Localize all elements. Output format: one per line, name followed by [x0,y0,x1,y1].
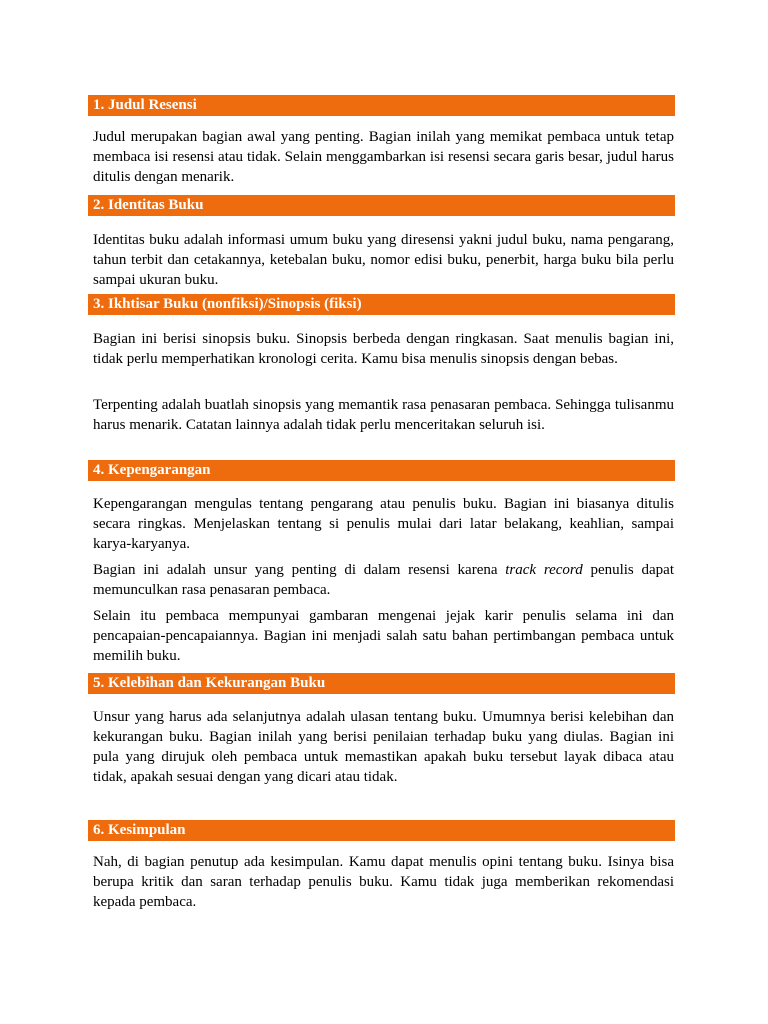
paragraph-kepengarangan-1: Kepengarangan mengulas tentang pengarang atau penulis buku. Bagian ini biasanya ditulis secara ringkas. Menjelaskan tentang si penulis mulai dari latar belakang, keahlian, sampai karya-karyanya. [93,496,674,552]
section-heading-kelebihan-kekurangan: 5. Kelebihan dan Kekurangan Buku [88,673,675,694]
paragraph-identitas-buku: Identitas buku adalah informasi umum buku yang diresensi yakni judul buku, nama pengarang, tahun terbit dan cetakannya, ketebalan buku, nomor edisi buku, penerbit, harga buku bila perlu sampai ukuran buku. [93,232,674,288]
section-heading-kesimpulan: 6. Kesimpulan [88,820,675,841]
paragraph-kelebihan-kekurangan: Unsur yang harus ada selanjutnya adalah ulasan tentang buku. Umumnya berisi kelebihan dan kekurangan buku. Bagian inilah yang berisi penilaian terhadap buku yang diulas. Bagian ini pula yang dirujuk oleh pembaca untuk memastikan apakah buku tersebut layak dibaca atau tidak, apakah sesuai dengan yang dicari atau tidak. [93,709,674,785]
paragraph-ikhtisar-2: Terpenting adalah buatlah sinopsis yang memantik rasa penasaran pembaca. Sehingga tulisanmu harus menarik. Catatan lainnya adalah tidak perlu menceritakan seluruh isi. [93,397,674,433]
paragraph-judul-resensi: Judul merupakan bagian awal yang penting. Bagian inilah yang memikat pembaca untuk tetap membaca isi resensi atau tidak. Selain menggambarkan isi resensi secara garis besar, judul harus ditulis dengan menarik. [93,129,674,185]
track-record-italic: track record [505,562,583,578]
section-heading-judul-resensi: 1. Judul Resensi [88,95,675,116]
paragraph-kepengarangan-2 [93,560,674,600]
section-heading-ikhtisar-buku: 3. Ikhtisar Buku (nonfiksi)/Sinopsis (fiksi) [88,294,675,315]
paragraph-text-after: penulis dapat memunculkan rasa penasaran pembaca. [93,562,674,598]
section-heading-kepengarangan: 4. Kepengarangan [88,460,675,481]
section-heading-identitas-buku: 2. Identitas Buku [88,195,675,216]
paragraph-kepengarangan-3: Selain itu pembaca mempunyai gambaran mengenai jejak karir penulis selama ini dan pencapaian-pencapaiannya. Bagian ini menjadi salah satu bahan pertimbangan pembaca untuk memilih buku. [93,608,674,664]
paragraph-kesimpulan: Nah, di bagian penutup ada kesimpulan. Kamu dapat menulis opini tentang buku. Isinya bisa berupa kritik dan saran terhadap penulis buku. Kamu tidak juga memberikan rekomendasi kepada pembaca. [93,854,674,910]
paragraph-ikhtisar-1: Bagian ini berisi sinopsis buku. Sinopsis berbeda dengan ringkasan. Saat menulis bagian ini, tidak perlu memperhatikan kronologi cerita. Kamu bisa menulis sinopsis dengan bebas. [93,331,674,367]
paragraph-text-before: Bagian ini adalah unsur yang penting di dalam resensi karena [93,562,506,578]
